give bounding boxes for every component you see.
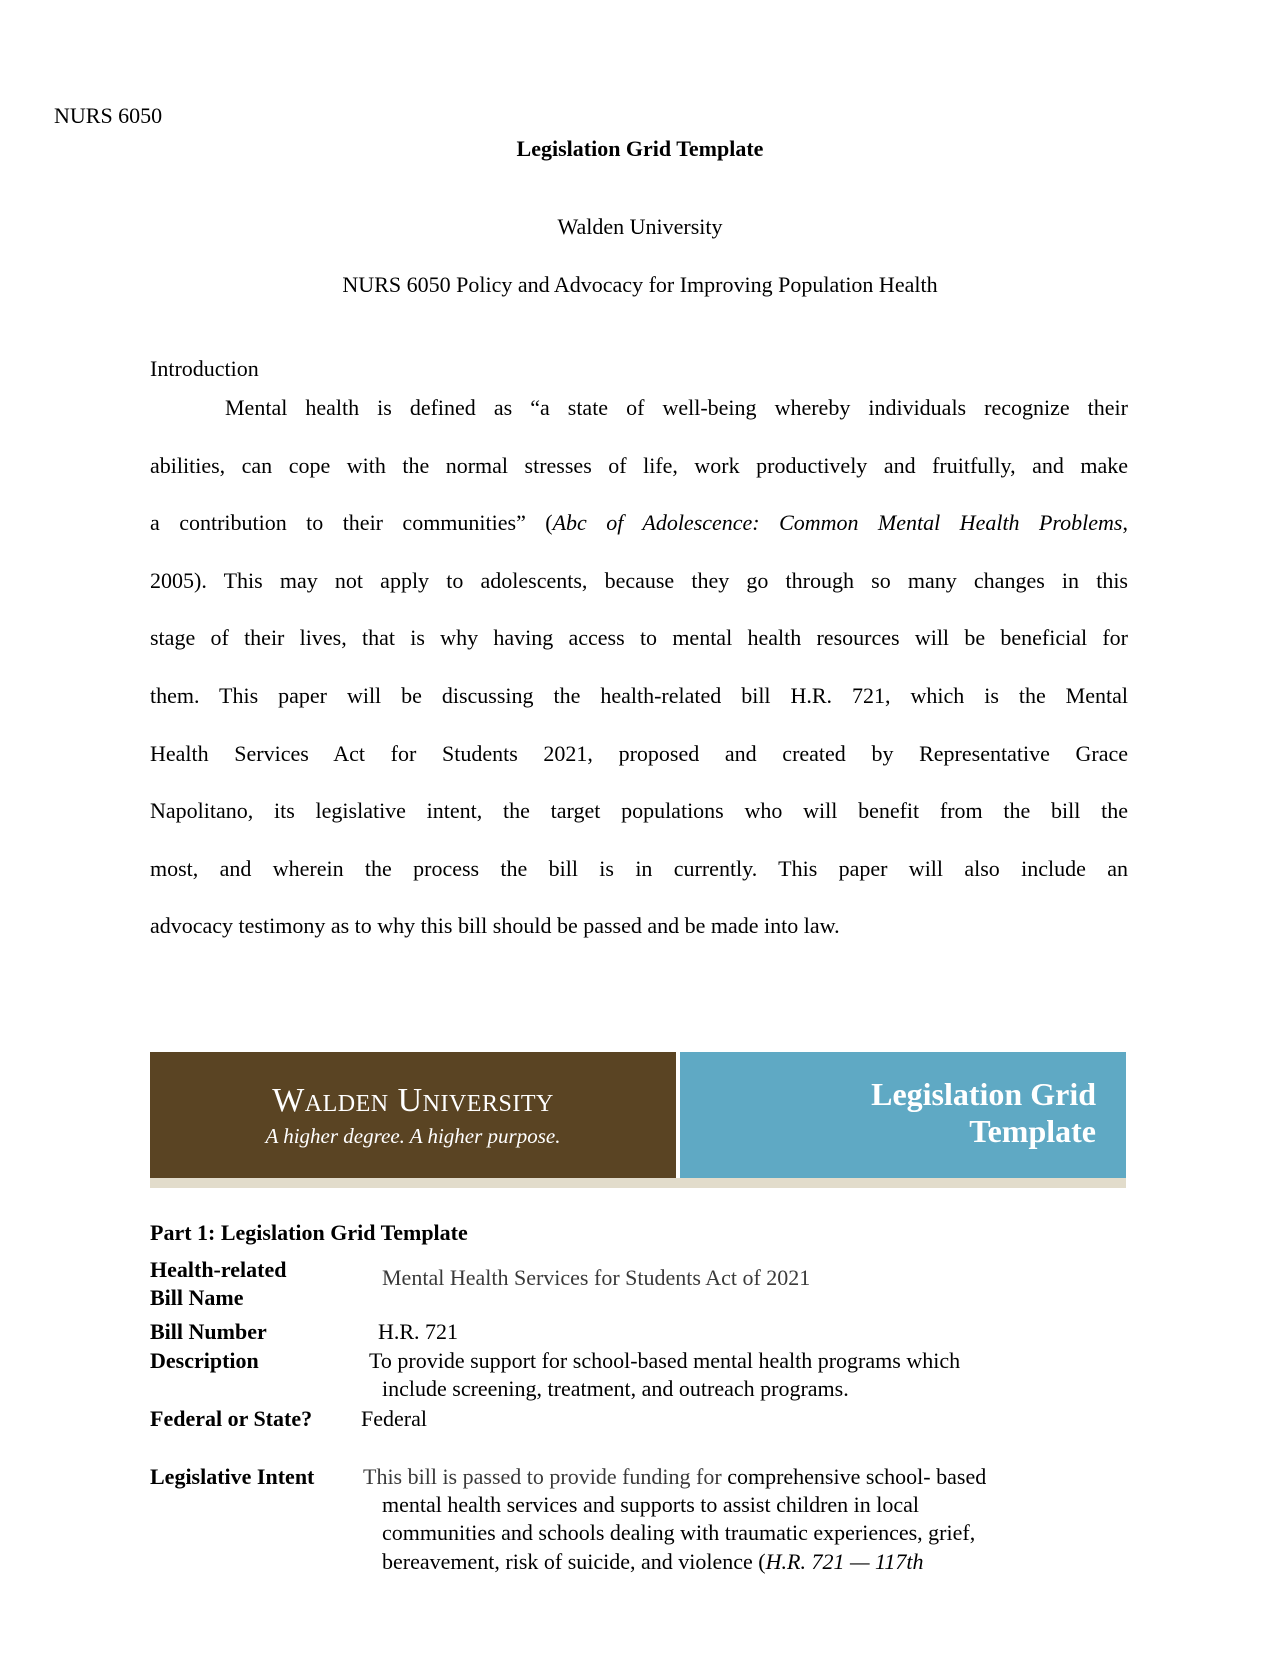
legislative-intent-line: communities and schools dealing with traumatic experiences, grief, bbox=[382, 1520, 976, 1545]
paragraph-line: advocacy testimony as to why this bill should be passed and be made into law. bbox=[150, 913, 840, 939]
legislative-intent-label: Legislative Intent bbox=[150, 1464, 315, 1489]
federal-state-value: Federal bbox=[361, 1406, 427, 1431]
paragraph-line: Mental health is defined as “a state of well-being whereby individuals recognize their bbox=[225, 395, 1128, 420]
description-label: Description bbox=[150, 1348, 259, 1373]
logo-tagline: A higher degree. A higher purpose. bbox=[265, 1124, 561, 1148]
paragraph-line: most, and wherein the process the bill is in currently. This paper will also include an bbox=[150, 855, 1128, 881]
paragraph-line: abilities, can cope with the normal stresses of life, work productively and fruitfully, and make bbox=[150, 452, 1128, 478]
introduction-heading: Introduction bbox=[150, 356, 259, 381]
paragraph-line: them. This paper will be discussing the health-related bill H.R. 721, which is the Mental bbox=[150, 682, 1128, 708]
course-name: NURS 6050 Policy and Advocacy for Improving Population Health bbox=[342, 272, 938, 297]
legislative-intent-line: bereavement, risk of suicide, and violence (H.R. 721 — 117th bbox=[382, 1549, 924, 1574]
walden-logo: Walden University bbox=[272, 1082, 554, 1119]
banner-title-panel bbox=[680, 1052, 1126, 1178]
description-line: include screening, treatment, and outreach programs. bbox=[382, 1376, 849, 1401]
citation-title: Abc of Adolescence: Common Mental Health Problems bbox=[552, 510, 1123, 536]
university-name: Walden University bbox=[557, 214, 723, 239]
legislative-intent-line: This bill is passed to provide funding for comprehensive school- based bbox=[363, 1464, 987, 1489]
banner-logo-panel bbox=[150, 1052, 676, 1178]
document-title: Legislation Grid Template bbox=[516, 136, 764, 161]
bill-number-label: Bill Number bbox=[150, 1319, 267, 1344]
paragraph-line: 2005). This may not apply to adolescents, because they go through so many changes in this bbox=[150, 567, 1128, 593]
federal-state-label: Federal or State? bbox=[150, 1406, 313, 1431]
description-line: To provide support for school-based mental health programs which bbox=[369, 1348, 961, 1373]
introduction-paragraph bbox=[150, 379, 1128, 955]
paragraph-line: Health Services Act for Students 2021, proposed and created by Representative Grace bbox=[150, 740, 1128, 766]
grid-part-title: Part 1: Legislation Grid Template bbox=[150, 1220, 468, 1245]
paragraph-line-citation: a contribution to their communities” (Abc of Adolescence: Common Mental Health Problems, bbox=[150, 510, 1128, 536]
paragraph-line: stage of their lives, that is why having access to mental health resources will be beneficial for bbox=[150, 625, 1128, 651]
banner-strip bbox=[150, 1178, 1126, 1188]
bill-number-value: H.R. 721 bbox=[378, 1319, 459, 1344]
legislative-intent-line: mental health services and supports to assist children in local bbox=[382, 1492, 920, 1517]
running-header: NURS 6050 bbox=[54, 103, 163, 128]
banner-title: Legislation Grid Template bbox=[871, 1076, 1096, 1149]
walden-banner bbox=[150, 1052, 1126, 1188]
citation-italic: H.R. 721 — 117th bbox=[765, 1549, 924, 1574]
bill-name-value: Mental Health Services for Students Act of 2021 bbox=[382, 1265, 811, 1290]
bill-name-label: Health-related Bill Name bbox=[150, 1257, 287, 1310]
paragraph-line: Napolitano, its legislative intent, the target populations who will benefit from the bill the bbox=[150, 798, 1128, 824]
